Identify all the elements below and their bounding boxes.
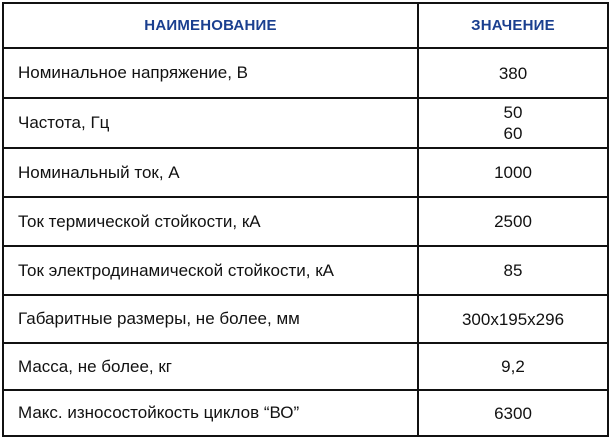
header-name-cell: НАИМЕНОВАНИЕ <box>3 3 418 48</box>
value-line: 6300 <box>494 403 532 423</box>
row-value-cell <box>418 197 608 246</box>
value-line: 60 <box>503 124 523 143</box>
row-value-cell <box>418 98 608 148</box>
row-name-cell: Ток термической стойкости, кА <box>3 197 418 246</box>
row-value-cell <box>418 48 608 98</box>
table-header-row <box>3 3 608 48</box>
table-row <box>3 148 608 197</box>
row-value-cell <box>418 343 608 390</box>
row-name-cell: Ток электродинамической стойкости, кА <box>3 246 418 295</box>
value-line: 50 <box>503 103 523 122</box>
table-row <box>3 390 608 436</box>
value-line: 85 <box>503 261 523 280</box>
value-line: 300x195x296 <box>461 309 565 329</box>
row-name-cell: Номинальное напряжение, В <box>3 48 418 98</box>
row-value-cell <box>418 246 608 295</box>
table-row <box>3 98 608 148</box>
value-line: 2500 <box>494 212 532 231</box>
row-name-cell: Масса, не более, кг <box>3 343 418 390</box>
value-line: 9,2 <box>501 357 525 376</box>
row-value-cell <box>418 390 608 436</box>
table-row <box>3 295 608 343</box>
table-row <box>3 48 608 98</box>
row-value-cell <box>418 295 608 343</box>
row-name-cell: Макс. износостойкость циклов “ВО” <box>3 390 418 436</box>
row-name-cell: Номинальный ток, А <box>3 148 418 197</box>
row-name-cell: Частота, Гц <box>3 98 418 148</box>
table-row <box>3 246 608 295</box>
value-line: 380 <box>498 63 528 83</box>
table-row <box>3 197 608 246</box>
specifications-table <box>2 2 609 437</box>
value-line: 1000 <box>494 163 532 182</box>
header-value-cell: ЗНАЧЕНИЕ <box>418 3 608 48</box>
row-value-cell <box>418 148 608 197</box>
table-row <box>3 343 608 390</box>
row-name-cell: Габаритные размеры, не более, мм <box>3 295 418 343</box>
